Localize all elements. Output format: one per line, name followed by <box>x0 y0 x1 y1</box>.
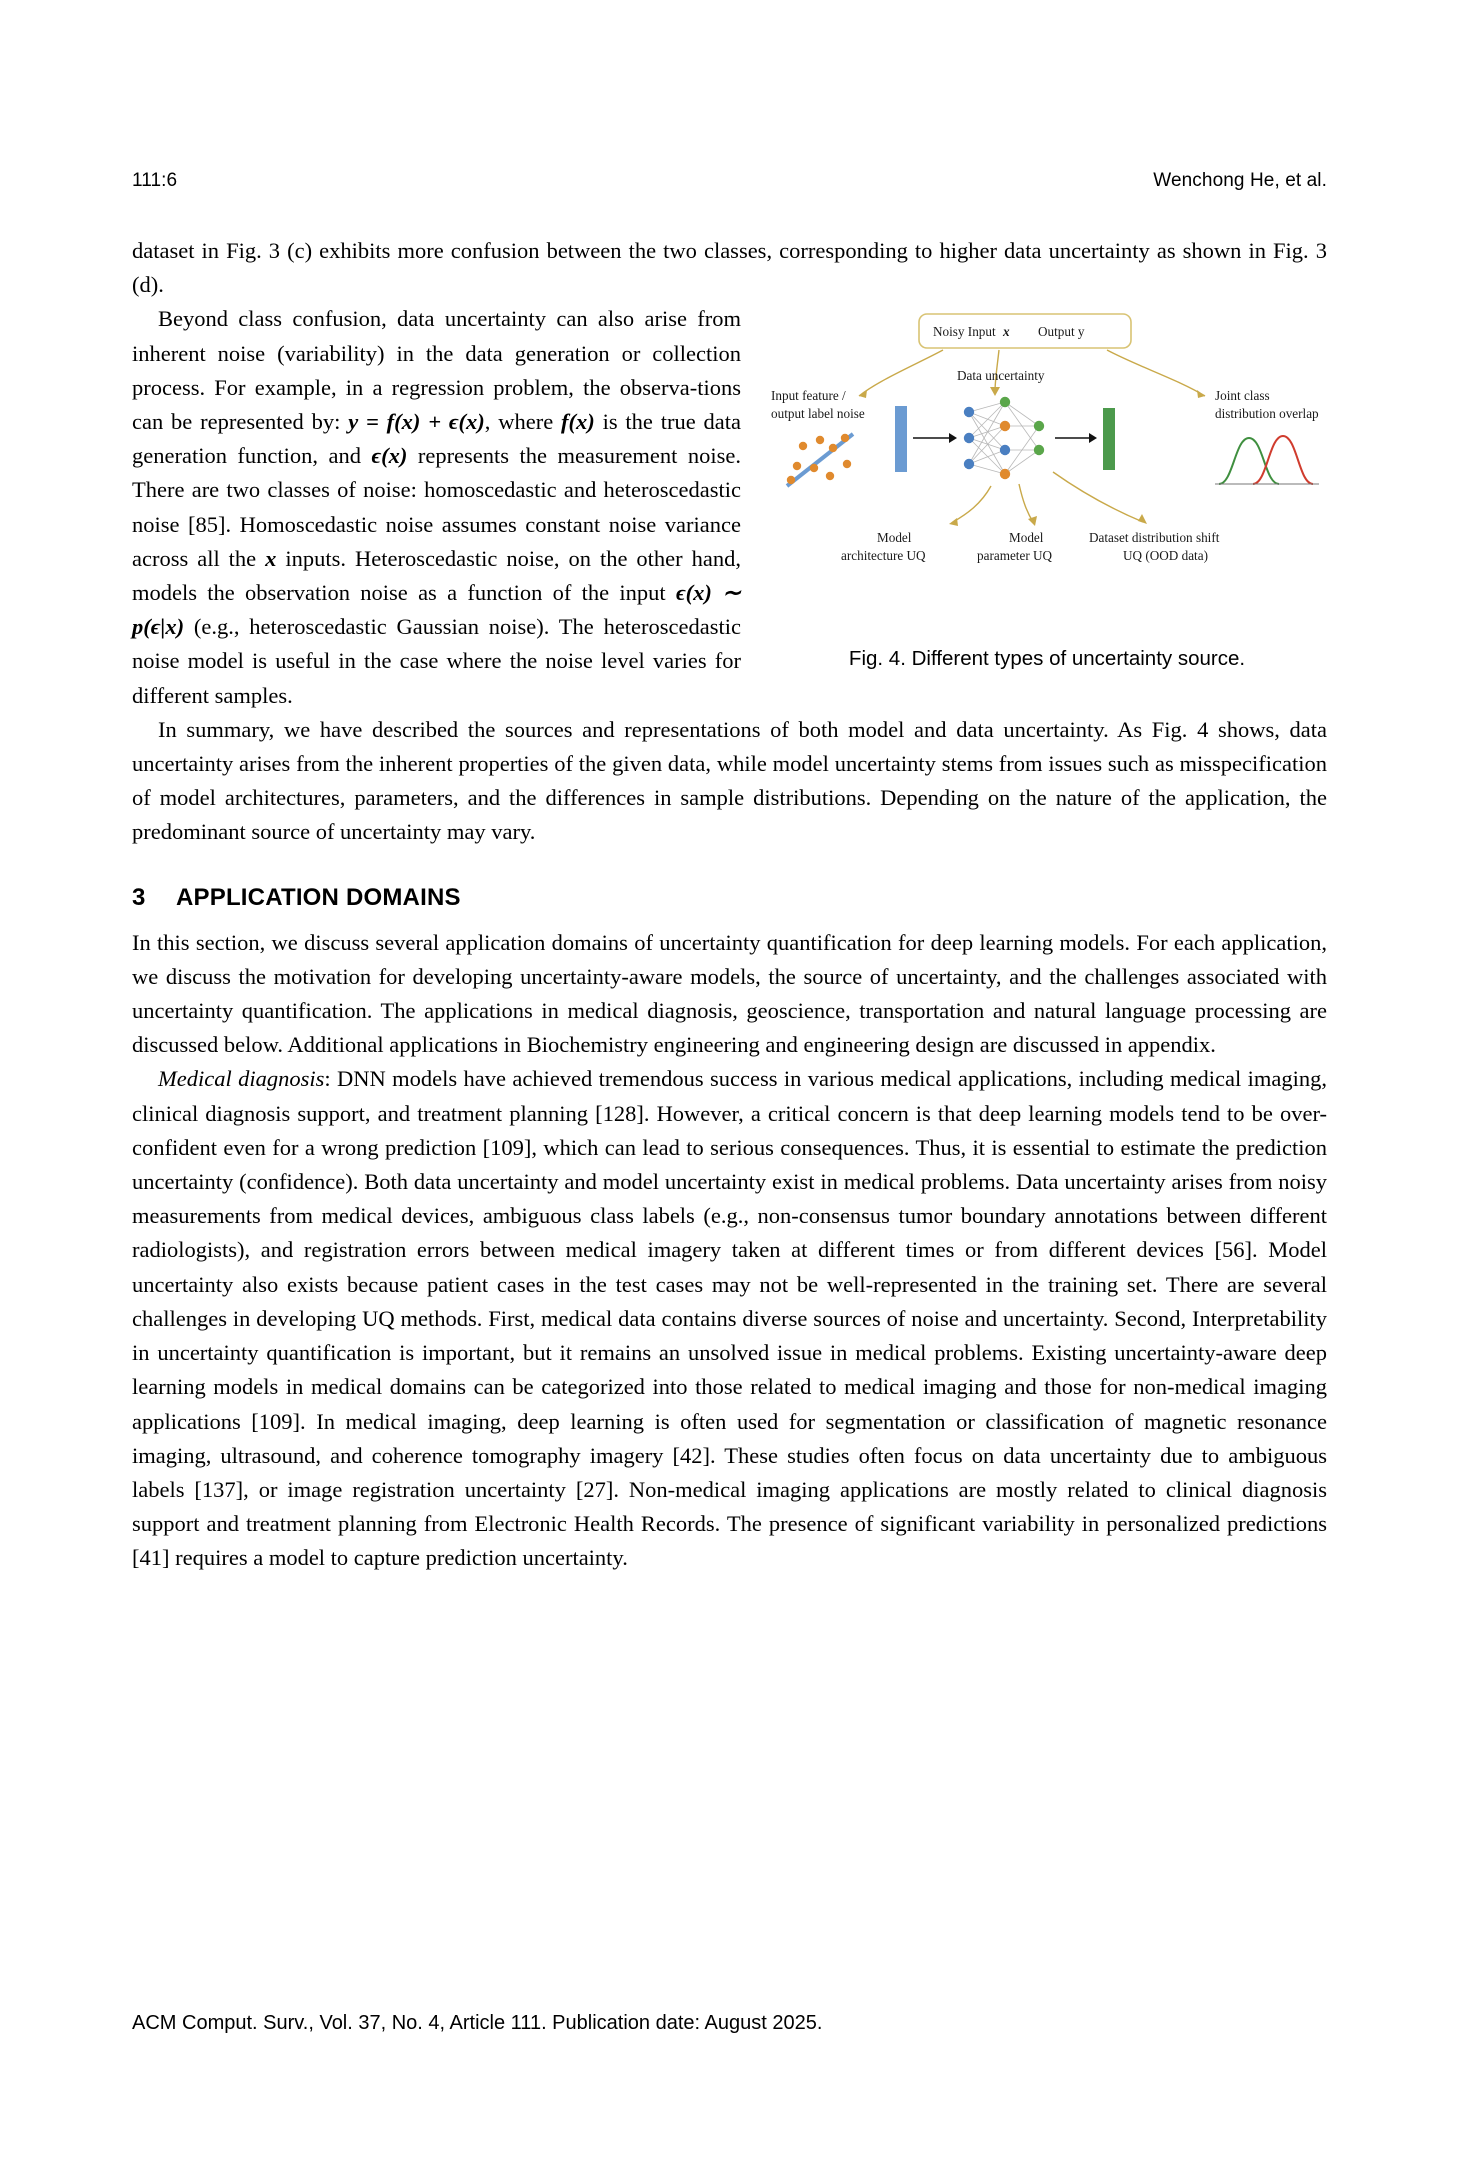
network-node <box>1034 421 1044 431</box>
scatter-point <box>810 464 818 472</box>
equation-inline-3: ϵ(x) <box>371 443 408 469</box>
curve-red <box>1253 436 1313 484</box>
arrow-head-2 <box>990 387 1000 396</box>
curve-green <box>1219 438 1279 484</box>
data-uncertainty-label: Data uncertainty <box>957 368 1045 384</box>
paragraph-5-text: : DNN models have achieved tremendous success in various medical applications, including medical imaging, clinical diagnosis support, and treatment planning [128]. However, a critical concern is that deep learning models tend to be over-confident even for a wrong prediction [109], which can lead to serious consequences. Thus, it is essential to estimate the prediction uncertainty (confidence). Both data uncertainty and model uncertainty exist in medical problems. Data uncertainty arises from noisy measurements from medical devices, ambiguous class labels (e.g., non-consensus tumor boundary annotations between different radiologists), and registration errors between medical imagery taken at different times or from different devices [56]. Model uncertainty also exists because patient cases in the test cases may not be well-represented in the training set. There are several challenges in developing UQ methods. First, medical data contains diverse sources of noise and uncertainty. Second, Interpretability in uncertainty quantification is important, but it remains an unsolved issue in medical problems. Existing uncertainty-aware deep learning models in medical domains can be categorized into those related to medical imaging and those for non-medical imaging applications [109]. In medical imaging, deep learning is often used for segmentation or classification of magnetic resonance imaging, ultrasound, and coherence tomography imagery [42]. These studies often focus on data uncertainty due to ambiguous labels [137], or image registration uncertainty [27]. Non-medical imaging applications are mostly related to clinical diagnosis support and treatment planning from Electronic Health Records. The presence of significant variability in personalized predictions [41] requires a model to capture prediction uncertainty. <box>132 1066 1328 1571</box>
figure-4 <box>767 308 1327 672</box>
scatter-point <box>841 434 849 442</box>
equation-inline-1: y = f(x) + ϵ(x) <box>348 409 485 435</box>
joint-class-label-1: Joint class <box>1215 388 1270 404</box>
paragraph-5 <box>132 1062 1327 1575</box>
input-feature-label-1: Input feature / <box>771 388 846 404</box>
model-parameter-label-2: parameter UQ <box>977 548 1053 564</box>
paragraph-2-text-c: is the true data generation function, and <box>132 409 742 469</box>
arrow-head-3 <box>1197 390 1205 398</box>
noisy-input-text: Noisy Input <box>933 324 996 340</box>
uncertainty-source-diagram <box>767 308 1327 638</box>
scatter-point <box>826 472 834 480</box>
running-authors: Wenchong He, et al. <box>1153 170 1327 191</box>
paragraph-3-text: In summary, we have described the sources and representations of both model and data uncertainty. As Fig. 4 shows, data uncertainty arises from the inherent properties of the given data, while model uncertainty stems from issues such as misspecification of model architectures, parameters, and the differences in sample distributions. Depending on the nature of the application, the predominant source of uncertainty may vary. <box>132 716 1327 845</box>
scatter-point <box>829 444 837 452</box>
scatter-point <box>843 460 851 468</box>
network-node <box>964 433 974 443</box>
equation-inline-5: ϵ(x) ∼ p(ϵ|x) <box>132 580 741 640</box>
running-head <box>132 170 1327 192</box>
section-number: 3 <box>132 883 146 911</box>
arrow-head-8 <box>1138 514 1147 524</box>
paragraph-4 <box>132 926 1327 1063</box>
network-node <box>964 407 974 417</box>
arrow-box-to-input <box>859 350 943 396</box>
paragraph-2-text-f: (e.g., heteroscedastic Gaussian noise). The heteroscedastic noise model is useful in the case where the noise level varies for different samples. <box>132 614 741 708</box>
scatter-point <box>799 442 807 450</box>
figure-wrap-block <box>132 302 1327 849</box>
network-node <box>1000 421 1010 431</box>
model-architecture-label-2: architecture UQ <box>841 548 926 564</box>
scatter-point <box>793 462 801 470</box>
network-node <box>1000 469 1010 479</box>
page-folio: 111:6 <box>132 170 178 191</box>
page-footer <box>132 2012 1327 2035</box>
network-node <box>1000 445 1010 455</box>
arrow-head-5 <box>1089 433 1097 443</box>
figure-4-graphic <box>767 308 1327 638</box>
equation-inline-2: f(x) <box>561 409 595 435</box>
network-node <box>964 459 974 469</box>
scatter-plot-noise <box>787 434 853 486</box>
input-feature-bar <box>895 406 907 472</box>
medical-diagnosis-lead-in: Medical diagnosis <box>158 1066 325 1092</box>
paragraph-1-text: dataset in Fig. 3 (c) exhibits more confusion between the two classes, corresponding to higher data uncertainty as shown in Fig. 3 (d). <box>132 238 1327 298</box>
arrow-head-7 <box>1028 516 1037 526</box>
model-parameter-label-1: Model <box>1009 530 1044 546</box>
scatter-point <box>816 436 824 444</box>
output-label: Output y <box>1038 324 1085 340</box>
arrow-box-to-joint <box>1107 350 1205 396</box>
arrow-head-1 <box>859 390 867 398</box>
dataset-shift-label-1: Dataset distribution shift <box>1089 530 1220 546</box>
footer-text: ACM Comput. Surv., Vol. 37, No. 4, Article 111. Publication date: August 2025. <box>132 2012 823 2034</box>
equation-inline-4: x <box>265 545 277 571</box>
paragraph-2-text-a: Beyond class confusion, data uncertainty can also arise from inherent noise (variability) in the data generation or collection process. For example, in a regression problem, the observa-tions can be represented by: <box>132 306 741 435</box>
noisy-input-math: x <box>1002 324 1010 340</box>
model-architecture-label-1: Model <box>877 530 912 546</box>
network-node <box>1034 445 1044 455</box>
arrow-to-dataset-shift <box>1053 472 1143 522</box>
dataset-shift-label-2: UQ (OOD data) <box>1123 548 1208 564</box>
paragraph-2-text-e: inputs. Heteroscedastic noise, on the other hand, models the observation noise as a function of the input <box>132 545 741 606</box>
paragraph-2-text-d: represents the measurement noise. There are two classes of noise: homoscedastic and heteroscedastic noise [85]. Homoscedastic noise assumes constant noise variance across all the <box>132 443 741 571</box>
joint-class-label-2: distribution overlap <box>1215 406 1319 422</box>
paragraph-1 <box>132 234 1327 302</box>
section-heading-3 <box>132 884 1327 912</box>
network-node <box>1000 397 1010 407</box>
paragraph-2-text-b: , where <box>484 409 562 435</box>
input-feature-label-2: output label noise <box>771 406 865 422</box>
neural-network-graphic <box>964 397 1044 479</box>
figure-4-caption: Fig. 4. Different types of uncertainty source. <box>848 647 1246 671</box>
output-bar <box>1103 408 1115 470</box>
section-title: APPLICATION DOMAINS <box>176 883 461 911</box>
page-content <box>132 170 1327 1576</box>
arrow-head-4 <box>949 433 957 443</box>
distribution-curves <box>1215 436 1319 484</box>
noisy-input-label <box>933 324 1010 339</box>
arrow-to-model-arch <box>953 486 991 522</box>
arrow-to-model-param <box>1019 484 1033 522</box>
arrow-head-6 <box>949 518 958 526</box>
paragraph-4-text: In this section, we discuss several application domains of uncertainty quantification for deep learning models. For each application, we discuss the motivation for developing uncertainty-aware models, the source of uncertainty, and the challenges associated with uncertainty quantification. The applications in medical diagnosis, geoscience, transportation and natural language processing are discussed below. Additional applications in Biochemistry engineering and engineering design are discussed in appendix. <box>132 929 1327 1058</box>
scatter-point <box>787 476 795 484</box>
paragraph-3 <box>132 713 1327 850</box>
